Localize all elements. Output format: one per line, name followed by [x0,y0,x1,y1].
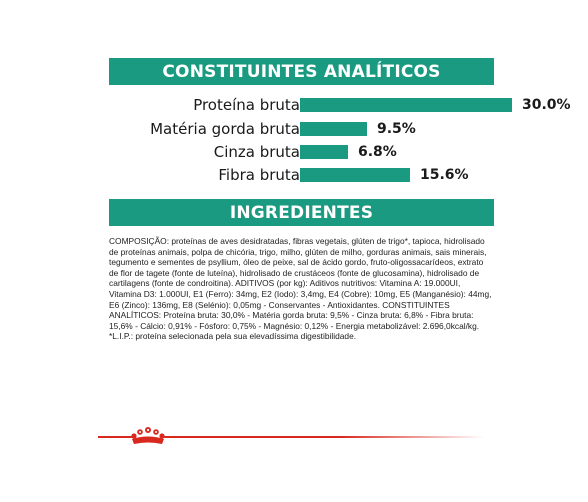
constituinte-value: 9.5% [377,121,416,137]
constituinte-row [109,141,494,163]
constituinte-bar [300,98,512,112]
ingredientes-text [109,236,493,342]
constituinte-value: 6.8% [358,144,397,160]
ingredientes-title: INGREDIENTES [229,202,374,223]
constituinte-label: Fibra bruta [218,166,300,184]
ingredientes-paragraph: COMPOSIÇÃO: proteínas de aves desidratadas, fibras vegetais, glúten de trigo*, tapioca, hidrolisado de proteínas animais, polpa de chicória, trigo, milho, glúten de milho, gorduras animais, sais minerais, tegumento e sementes de psyllium, óleo de peixe, sal de ácido gordo, fruto-oligossacarídeos, extrato de flor de tagete (fonte de luteína), hidrolisado de crustáceos (fonte de glucosamina), hidrolisado de cartilagens (fonte de condroitina). ADITIVOS (por kg): Aditivos nutritivos: Vitamina A: 19.000UI, Vitamina D3: 1.000UI, E1 (Ferro): 34mg, E2 (Iodo): 3,4mg, E4 (Cobre): 10mg, E5 (Manganésio): 44mg, E6 (Zinco): 136mg, E8 (Selénio): 0,05mg - Conservantes - Antioxidantes. CONSTITUINTES ANALÍTICOS: Proteína bruta: 30,0% - Matéria gorda bruta: 9,5% - Cinza bruta: 6,8% - Fibra bruta: 15,6% - Cálcio: 0,91% - Fósforo: 0,75% - Magnésio: 0,12% - Energia metabolizável: 2.696,0kcal/kg. *L.I.P.: proteína selecionada pela sua elevadíssima digestibilidade. [109,236,492,342]
constituinte-value: 15.6% [420,167,469,183]
constituinte-label: Proteína bruta [193,96,300,114]
constituinte-value: 30.0% [522,97,571,113]
constituinte-bar [300,145,348,159]
constituinte-bar [300,168,410,182]
constituintes-analiticos-header [109,58,494,85]
royal-canin-crown-icon [128,425,168,447]
constituinte-bar [300,122,367,136]
constituinte-label: Cinza bruta [213,143,300,161]
constituinte-row [109,118,494,140]
constituinte-label: Matéria gorda bruta [150,120,300,138]
footer-rule-right [164,436,484,438]
constituinte-row [109,94,571,116]
ingredientes-header [109,199,494,226]
constituintes-title: CONSTITUINTES ANALÍTICOS [162,61,441,82]
constituinte-row [109,164,494,186]
